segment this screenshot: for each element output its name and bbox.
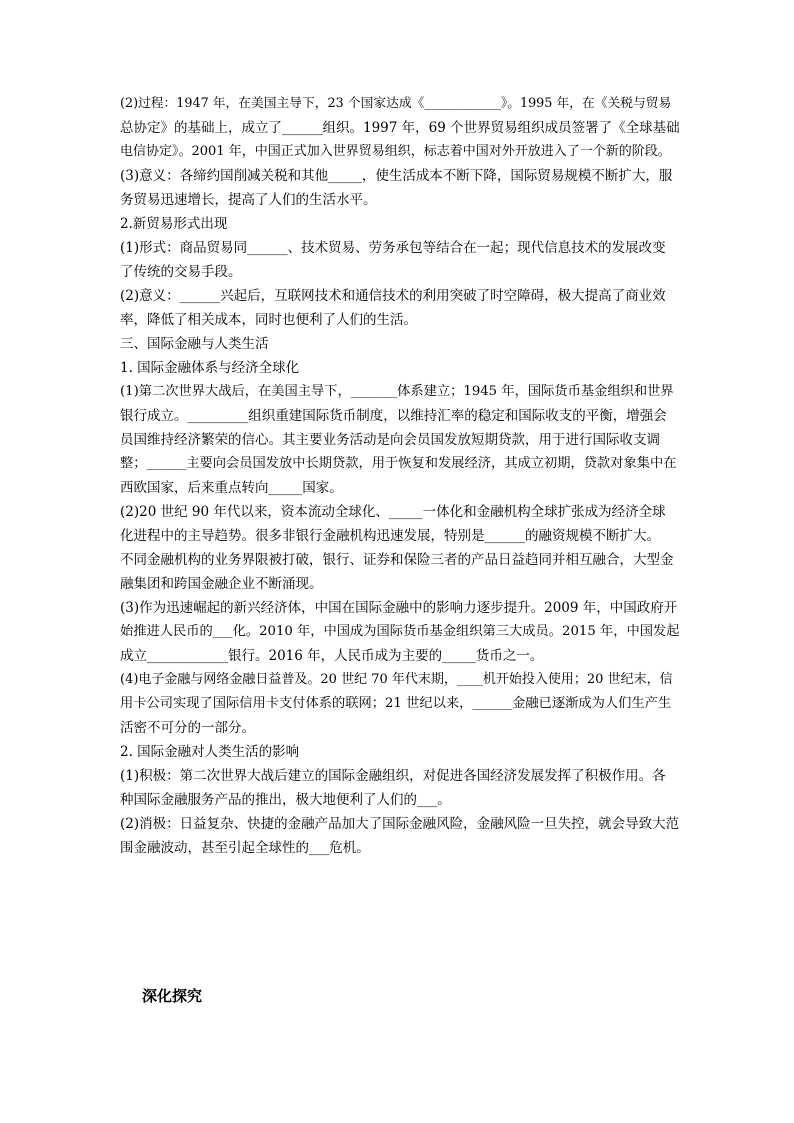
text-line: 电信协定》。2001 年，中国正式加入世界贸易组织，标志着中国对外开放进入了一个新的阶段。 [120, 144, 671, 159]
text-line: 1. 国际金融体系与经济全球化 [120, 360, 300, 376]
text-line: 总协定》的基础上，成立了______组织。1997 年，69 个世界贸易组织成员签署了《全球基础 [120, 120, 680, 136]
text-line: (1)形式：商品贸易同______、技术贸易、劳务承包等结合在一起；现代信息技术的发展改变 [120, 240, 666, 256]
section-heading: 深化探究 [142, 987, 203, 1005]
text-line: 始推进人民币的___化。2010 年，中国成为国际货币基金组织第三大成员。2015 年，中国发起 [120, 624, 680, 639]
text-line: (3)作为迅速崛起的新兴经济体，中国在国际金融中的影响力逐步提升。2009 年，中国政府开 [120, 600, 678, 616]
text-line: 活密不可分的一部分。 [120, 720, 255, 736]
text-line: 整；______主要向会员国发放中长期贷款，用于恢复和发展经济，其成立初期，贷款对象集中在 [120, 456, 677, 471]
text-line: 围金融波动，甚至引起全球性的___危机。 [120, 840, 370, 856]
text-line: 不同金融机构的业务界限被打破，银行、证券和保险三者的产品日益趋同并相互融合，大型金 [120, 552, 674, 568]
document-body [120, 92, 680, 860]
text-line: (2)意义：______兴起后，互联网技术和通信技术的利用突破了时空障碍，极大提高了商业效 [120, 288, 666, 304]
text-line: 融集团和跨国金融企业不断涌现。 [120, 576, 323, 592]
text-line: 成立____________银行。2016 年，人民币成为主要的_____货币之一。 [120, 648, 544, 664]
text-line: 银行成立。_________组织重建国际货币制度，以维持汇率的稳定和国际收支的平衡，增强会 [120, 408, 667, 424]
text-line: (3)意义：各缔约国削减关税和其他_____，使生活成本不断下降，国际贸易规模不断扩大，服 [120, 168, 673, 184]
text-line: 用卡公司实现了国际信用卡支付体系的联网；21 世纪以来，______金融已逐渐成为人们生产生 [120, 696, 672, 711]
text-line: 率，降低了相关成本，同时也便利了人们的生活。 [120, 312, 417, 328]
text-line: 西欧国家，后来重点转向_____国家。 [120, 480, 343, 496]
text-line: (1)积极：第二次世界大战后建立的国际金融组织，对促进各国经济发展发挥了积极作用。各 [120, 768, 666, 784]
text-line: 三、国际金融与人类生活 [120, 336, 269, 352]
text-line: 种国际金融服务产品的推出，极大地便利了人们的___。 [120, 792, 451, 808]
text-line: 2.新贸易形式出现 [120, 216, 228, 232]
text-line: 化进程中的主导趋势。很多非银行金融机构迅速发展，特别是______的融资规模不断扩大。 [120, 528, 660, 544]
text-line: 员国维持经济繁荣的信心。其主要业务活动是向会员国发放短期贷款，用于进行国际收支调 [120, 432, 660, 448]
text-line: (2)过程：1947 年，在美国主导下，23 个国家达成《____________》。1995 年，在《关税与贸易 [120, 96, 672, 111]
text-line: (1)第二次世界大战后，在美国主导下，_______体系建立；1945 年，国际货币基金组织和世界 [120, 384, 674, 399]
text-line: 了传统的交易手段。 [120, 264, 242, 280]
text-line: 2. 国际金融对人类生活的影响 [120, 744, 300, 760]
text-line: (2)消极：日益复杂、快捷的金融产品加大了国际金融风险，金融风险一旦失控，就会导致大范 [120, 816, 680, 832]
text-line: 务贸易迅速增长，提高了人们的生活水平。 [120, 192, 377, 208]
text-line: (4)电子金融与网络金融日益普及。20 世纪 70 年代末期，____机开始投入使用；20 世纪末，信 [120, 672, 673, 687]
text-line: (2)20 世纪 90 年代以来，资本流动全球化、_____一体化和金融机构全球扩张成为经济全球 [120, 504, 666, 520]
